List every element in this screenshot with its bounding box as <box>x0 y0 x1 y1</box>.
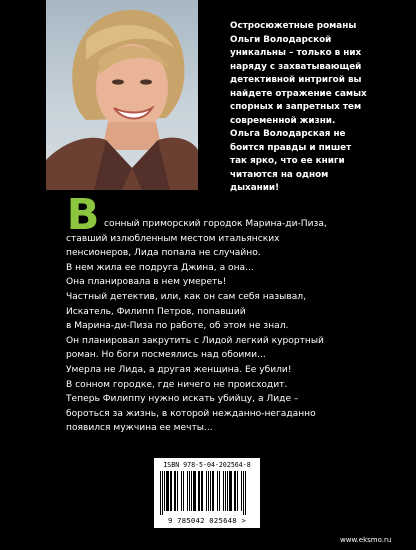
annotation-line: Умерла не Лида, а другая женщина. Ее убили! <box>66 364 292 375</box>
blurb-line: Ольга Володарская не <box>230 129 346 139</box>
book-annotation <box>66 217 406 436</box>
blurb-line: современной жизни. <box>230 115 336 126</box>
annotation-line: ставший излюбленным местом итальянских <box>66 233 280 244</box>
barcode-label <box>154 458 260 528</box>
blurb-line: спорных и запретных тем <box>230 102 362 112</box>
annotation-line: В сонном городке, где ничего не происходит. <box>66 379 288 390</box>
blurb-line: детективной интригой вы <box>230 75 362 85</box>
annotation-line: бороться за жизнь, в которой нежданно-негаданно <box>66 408 316 419</box>
annotation-line: в Марина-ди-Пиза по работе, об этом не знал. <box>66 321 289 332</box>
annotation-line: В нем жила ее подруга Джина, а она... <box>66 262 254 273</box>
blurb-line: наряду с захватывающей <box>230 61 362 72</box>
annotation-line: Она планировала в нем умереть! <box>66 277 227 288</box>
blurb-line: Ольги Володарской <box>230 34 332 45</box>
annotation-line: Теперь Филиппу нужно искать убийцу, а Лиде – <box>66 394 299 405</box>
blurb-line: так ярко, что ее книги <box>230 156 345 166</box>
back-cover-blurb <box>230 20 400 196</box>
blurb-line: уникальны – только в них <box>230 48 362 58</box>
blurb-line: дыхании! <box>230 183 280 193</box>
blurb-line: читаются на одном <box>230 169 329 180</box>
blurb-line: найдете отражение самых <box>230 88 367 99</box>
annotation-line: появился мужчина ее мечты... <box>66 423 213 434</box>
annotation-line: роман. Но боги посмеялись над обоими... <box>66 350 266 361</box>
barcode-number: 9 785042 025648 > <box>167 516 247 525</box>
blurb-line: Остросюжетные романы <box>230 21 357 31</box>
blurb-line: боится правды и пишет <box>230 142 352 153</box>
drop-cap: В <box>66 190 100 240</box>
annotation-line: Искатель, Филипп Петров, попавший <box>66 306 246 317</box>
publisher-website: www.eksmo.ru <box>340 536 392 544</box>
annotation-line: Частный детектив, или, как он сам себя называл, <box>66 291 306 302</box>
author-photo <box>46 0 198 190</box>
annotation-line: Он планировал закрутить с Лидой легкий курортный <box>66 335 324 346</box>
annotation-line: сонный приморский городок Марина-ди-Пиза, <box>104 219 327 229</box>
annotation-line: пенсионеров, Лида попала не случайно. <box>66 248 261 259</box>
isbn-text: ISBN 978-5-04-202564-8 <box>163 461 251 469</box>
barcode-icon <box>158 471 256 515</box>
